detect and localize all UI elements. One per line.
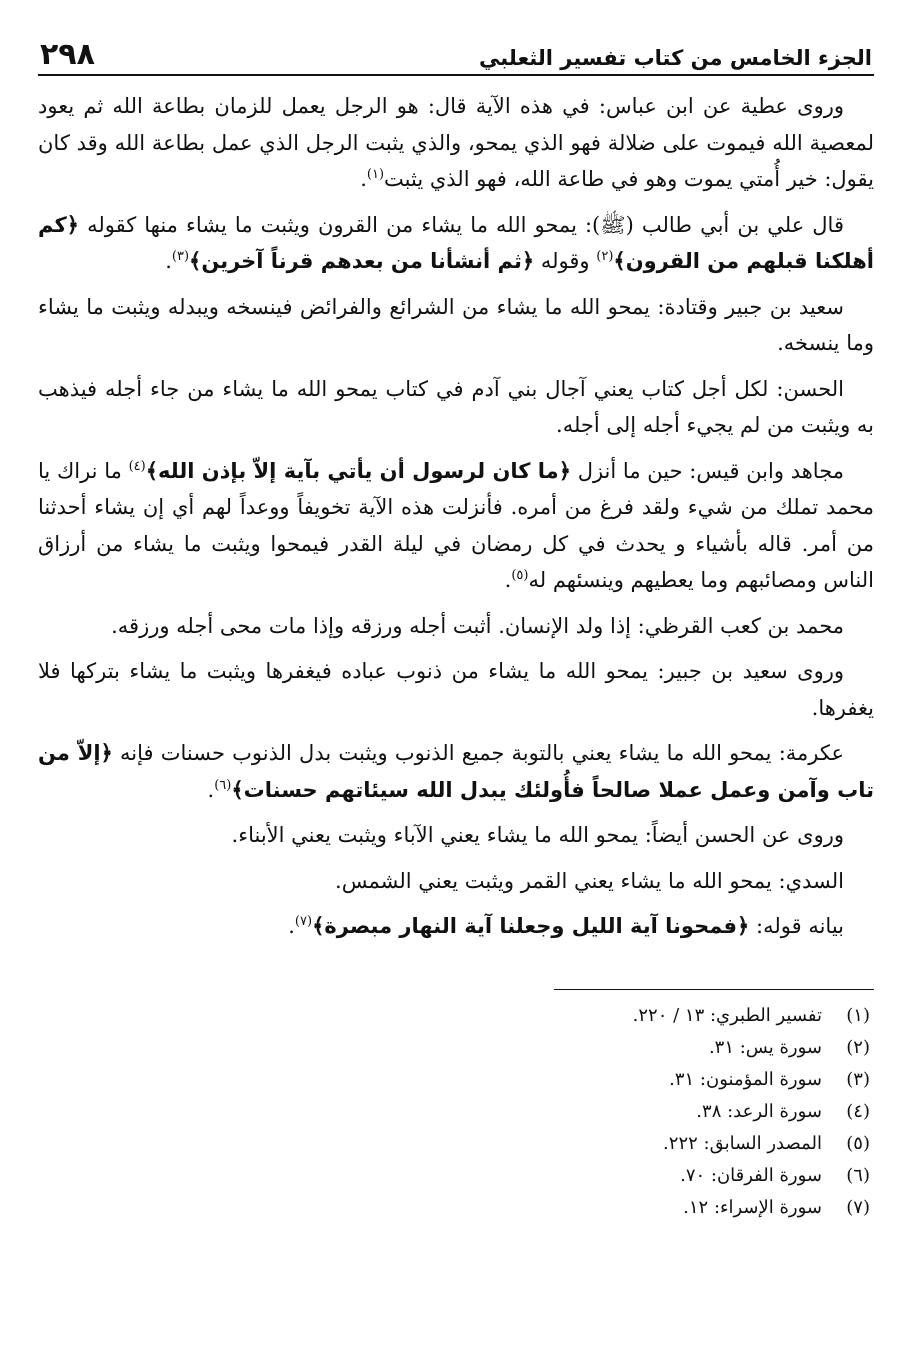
footnote-text: سورة الإسراء: ١٢. <box>683 1196 822 1218</box>
paragraph-text: . <box>165 249 172 273</box>
paragraph-text: . <box>207 777 215 802</box>
paragraph-text: . <box>504 568 512 592</box>
running-head: الجزء الخامس من كتاب تفسير الثعلبي <box>479 46 872 70</box>
paragraph <box>38 653 874 726</box>
quran-verse: ﴿ما كان لرسول أن يأتي بآية إلاّ بإذن الله﴾ <box>145 458 571 483</box>
paragraph <box>38 207 874 280</box>
paragraph <box>38 88 874 198</box>
footnote <box>38 1000 874 1032</box>
footnote-marker: (٢) <box>596 249 614 264</box>
footnote-text: المصدر السابق: ٢٢٢. <box>663 1132 822 1154</box>
page-header <box>38 30 874 76</box>
paragraph-text: بيانه قوله: <box>749 914 844 938</box>
paragraph-text: ما نراك يا محمد تملك من شيء ولقد فرغ من أمره. فأنزلت هذه الآية تخويفاً ووعداً لهم أي إن يشاء أحدثنا من أمر. قاله بأشياء و يحدث في كل رمضان في ليلة القدر فيمحوا ويثبت ما يشاء من أرزاق الناس ومصائبهم وما يعطيهم وينسئهم له <box>38 458 874 592</box>
footnote <box>38 1192 874 1224</box>
paragraph-text: عكرمة: يمحو الله ما يشاء يعني بالتوبة جميع الذنوب ويثبت بدل الذنوب حسنات فإنه <box>112 741 844 765</box>
quran-verse: ﴿كم أهلكنا قبلهم من القرون﴾ <box>38 212 874 273</box>
book-page <box>38 30 874 1350</box>
footnote <box>38 1160 874 1192</box>
footnote-text: تفسير الطبري: ١٣ / ٢٢٠. <box>632 1004 822 1026</box>
paragraph-text: الحسن: لكل أجل كتاب يعني آجال بني آدم في كتاب يمحو الله ما يشاء من جاء أجله فيذهب به ويثبت من لم يجيء أجله إلى أجله. <box>38 376 874 437</box>
footnote <box>38 1096 874 1128</box>
footnote-text: سورة يس: ٣١. <box>708 1036 822 1058</box>
footnote-number: (٦) <box>846 1164 870 1186</box>
footnote-number: (٣) <box>846 1068 870 1090</box>
main-text <box>38 88 874 945</box>
footnote-marker: (٤) <box>128 458 146 474</box>
footnote <box>38 1128 874 1160</box>
paragraph <box>38 371 874 444</box>
paragraph-text: السدي: يمحو الله ما يشاء يعني القمر ويثبت يعني الشمس. <box>335 868 844 893</box>
footnote-marker: (١) <box>366 167 385 182</box>
footnote-text: سورة الرعد: ٣٨. <box>696 1100 822 1122</box>
footnote-marker: (٦) <box>214 777 232 793</box>
paragraph-text: مجاهد وابن قيس: حين ما أنزل <box>571 458 844 483</box>
footnote-number: (٤) <box>846 1100 870 1122</box>
footnote-text: سورة المؤمنون: ٣١. <box>669 1068 822 1090</box>
paragraph-text: وقوله <box>534 249 597 273</box>
paragraph <box>38 735 874 808</box>
footnote-number: (٧) <box>846 1196 870 1218</box>
paragraph-text: . <box>288 914 295 938</box>
paragraph-text: وروى سعيد بن جبير: يمحو الله ما يشاء من ذنوب عباده فيغفرها ويثبت ما يشاء بتركها فلا يغفرها. <box>38 659 874 720</box>
paragraph <box>38 817 874 854</box>
paragraph <box>38 863 874 900</box>
footnotes <box>38 1000 874 1224</box>
footnote-marker: (٧) <box>294 914 313 929</box>
footnote-number: (١) <box>846 1004 870 1026</box>
page-number: ٢٩٨ <box>40 37 95 72</box>
footnote-marker: (٣) <box>171 249 190 264</box>
footnote-number: (٢) <box>846 1036 870 1058</box>
footnote <box>38 1064 874 1096</box>
quran-verse: ﴿إلاّ من تاب وآمن وعمل عملا صالحاً فأُولئك يبدل الله سيئاتهم حسنات﴾ <box>38 741 874 802</box>
paragraph-text: سعيد بن جبير وقتادة: يمحو الله ما يشاء من الشرائع والفرائض فينسخه ويبدله ويثبت ما يشاء وما ينسخه. <box>38 294 874 355</box>
quran-verse: ﴿فمحونا آية الليل وجعلنا آية النهار مبصرة﴾ <box>312 914 750 938</box>
quran-verse: ﴿ثم أنشأنا من بعدهم قرناً آخرين﴾ <box>189 249 535 273</box>
paragraph-text: وروى عطية عن ابن عباس: في هذه الآية قال: هو الرجل يعمل للزمان بطاعة الله ثم يعود لمعصية الله فيموت على ضلالة فهو الذي يمحو، والذي يثبت الرجل الذي عمل بطاعة الله وقد كان يقول: خير أُمتي يموت وهو في طاعة الله، فهو الذي يثبت <box>38 94 874 191</box>
paragraph-text: محمد بن كعب القرظي: إذا ولد الإنسان. أثبت أجله ورزقه وإذا مات محى أجله ورزقه. <box>111 613 844 638</box>
paragraph <box>38 608 874 645</box>
footnote-text: سورة الفرقان: ٧٠. <box>680 1164 822 1186</box>
paragraph-text: قال علي بن أبي طالب (ﷺ): يمحو الله ما يشاء من القرون ويثبت ما يشاء منها كقوله <box>79 212 844 237</box>
paragraph-text: وروى عن الحسن أيضاً: يمحو الله ما يشاء يعني الآباء ويثبت يعني الأبناء. <box>231 823 844 847</box>
paragraph <box>38 908 874 945</box>
paragraph <box>38 289 874 362</box>
footnote-marker: (٥) <box>511 568 529 583</box>
paragraph-text: . <box>360 167 367 191</box>
footnote-number: (٥) <box>846 1132 870 1154</box>
paragraph <box>38 453 874 599</box>
footnote <box>38 1032 874 1064</box>
footnote-separator <box>554 989 874 990</box>
